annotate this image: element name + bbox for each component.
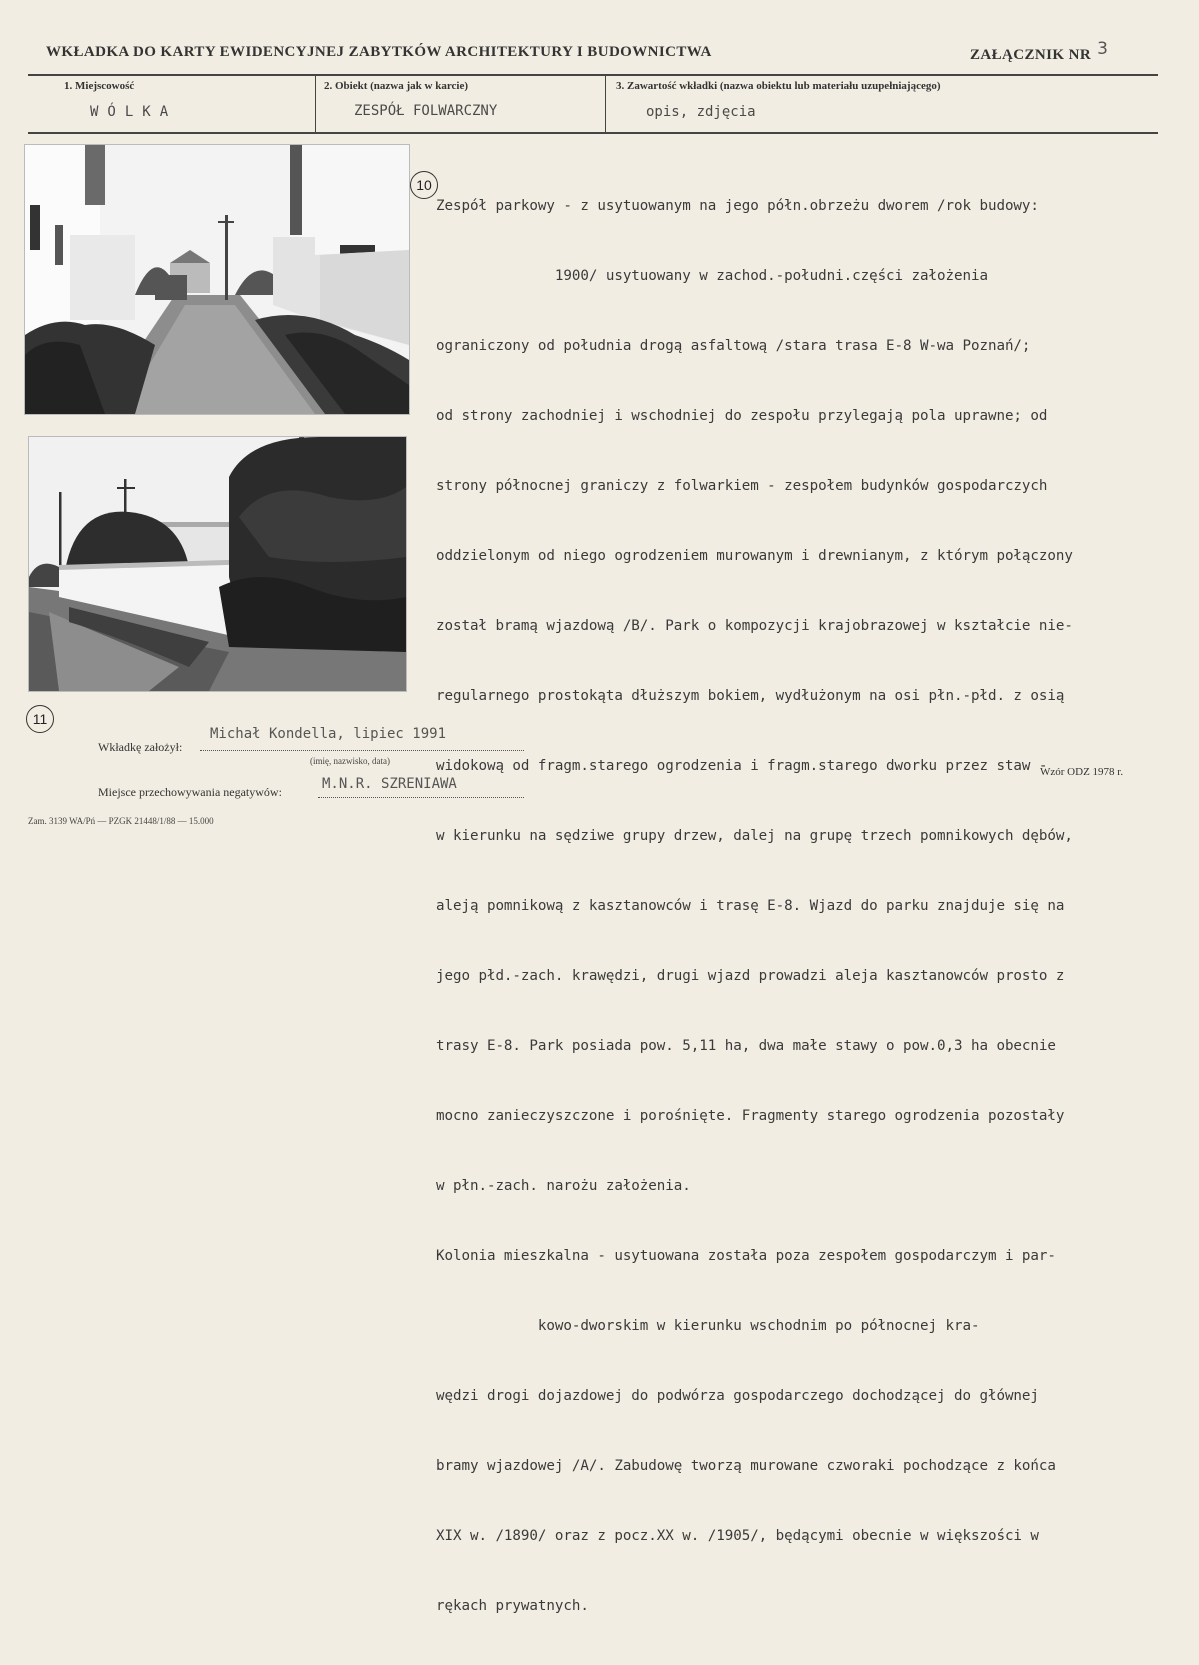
object-value: ZESPÓŁ FOLWARCZNY — [354, 103, 498, 119]
author-dotted-line — [200, 750, 524, 751]
description-line: rękach prywatnych. — [436, 1598, 589, 1615]
description-line: trasy E-8. Park posiada pow. 5,11 ha, dwa małe stawy o pow.0,3 ha obecnie — [436, 1038, 1056, 1055]
attachment-header — [970, 39, 1109, 64]
description-text — [436, 148, 1176, 1665]
negatives-value: M.N.R. SZRENIAWA — [322, 776, 457, 792]
table-divider-1 — [315, 76, 316, 132]
table-bottom-rule — [28, 132, 1158, 134]
photo-wall-trees — [28, 436, 407, 692]
content-value: opis, zdjęcia — [646, 104, 756, 120]
photo-village-road — [24, 144, 410, 415]
description-line: został bramą wjazdową /B/. Park o kompozycji krajobrazowej w kształcie nie- — [436, 617, 1073, 634]
locality-value: WÓLKA — [90, 104, 178, 120]
description-line: jego płd.-zach. krawędzi, drugi wjazd prowadzi aleja kasztanowców prosto z — [436, 968, 1065, 985]
photo-10-marker: 10 — [410, 171, 438, 199]
description-line: ograniczony od południa drogą asfaltową /stara trasa E-8 W-wa Poznań/; — [436, 337, 1031, 354]
photo-village-road-image — [25, 145, 409, 414]
description-line: w kierunku na sędziwe grupy drzew, dalej na grupę trzech pomnikowych dębów, — [436, 827, 1073, 844]
description-line: Zespół parkowy - z usytuowanym na jego półn.obrzeżu dworem /rok budowy: — [436, 197, 1039, 214]
description-line: kowo-dworskim w kierunku wschodnim po północnej kra- — [436, 1318, 980, 1335]
print-info: Zam. 3139 WA/Pń — PZGK 21448/1/88 — 15.000 — [28, 816, 214, 826]
document-title: WKŁADKA DO KARTY EWIDENCYJNEJ ZABYTKÓW ARCHITEKTURY I BUDOWNICTWA — [46, 44, 712, 60]
form-model: Wzór ODZ 1978 r. — [1040, 766, 1124, 778]
author-value: Michał Kondella, lipiec 1991 — [210, 726, 447, 742]
table-divider-2 — [605, 76, 606, 132]
description-line: Kolonia mieszkalna - usytuowana została poza zespołem gospodarczym i par- — [436, 1248, 1056, 1265]
attachment-label: ZAŁĄCZNIK NR — [970, 47, 1092, 63]
description-line: widokową od fragm.starego ogrodzenia i fragm.starego dworku przez staw - — [436, 757, 1048, 774]
photo-11-marker: 11 — [26, 705, 54, 733]
description-line: mocno zanieczyszczone i porośnięte. Fragmenty starego ogrodzenia pozostały — [436, 1108, 1065, 1125]
description-line: oddzielonym od niego ogrodzeniem murowanym i drewnianym, z którym połączony — [436, 547, 1073, 564]
description-line: 1900/ usytuowany w zachod.-południ.części założenia — [436, 267, 988, 284]
photo-wall-trees-image — [29, 437, 406, 691]
description-line: w płn.-zach. narożu założenia. — [436, 1178, 691, 1195]
description-line: regularnego prostokąta dłuższym bokiem, wydłużonym na osi płn.-płd. z osią — [436, 687, 1065, 704]
content-label: 3. Zawartość wkładki (nazwa obiektu lub materiału uzupełniającego) — [616, 80, 941, 92]
author-label: Wkładkę założył: — [98, 740, 183, 754]
negatives-dotted-line — [318, 797, 524, 798]
description-line: XIX w. /1890/ oraz z pocz.XX w. /1905/, będącymi obecnie w większości w — [436, 1528, 1039, 1545]
description-line: wędzi drogi dojazdowej do podwórza gospodarczego dochodzącej do głównej — [436, 1388, 1039, 1405]
attachment-number: 3 — [1097, 39, 1109, 59]
description-line: bramy wjazdowej /A/. Zabudowę tworzą murowane czworaki pochodzące z końca — [436, 1458, 1056, 1475]
object-label: 2. Obiekt (nazwa jak w karcie) — [324, 80, 469, 92]
description-line: aleją pomnikową z kasztanowców i trasę E-8. Wjazd do parku znajduje się na — [436, 898, 1065, 914]
negatives-label: Miejsce przechowywania negatywów: — [98, 785, 282, 799]
table-top-rule — [28, 74, 1158, 76]
author-hint: (imię, nazwisko, data) — [310, 756, 390, 766]
locality-label: 1. Miejscowość — [64, 80, 135, 92]
description-line: od strony zachodniej i wschodniej do zespołu przylegają pola uprawne; od — [436, 407, 1048, 424]
description-line: strony północnej graniczy z folwarkiem - zespołem budynków gospodarczych — [436, 477, 1048, 494]
